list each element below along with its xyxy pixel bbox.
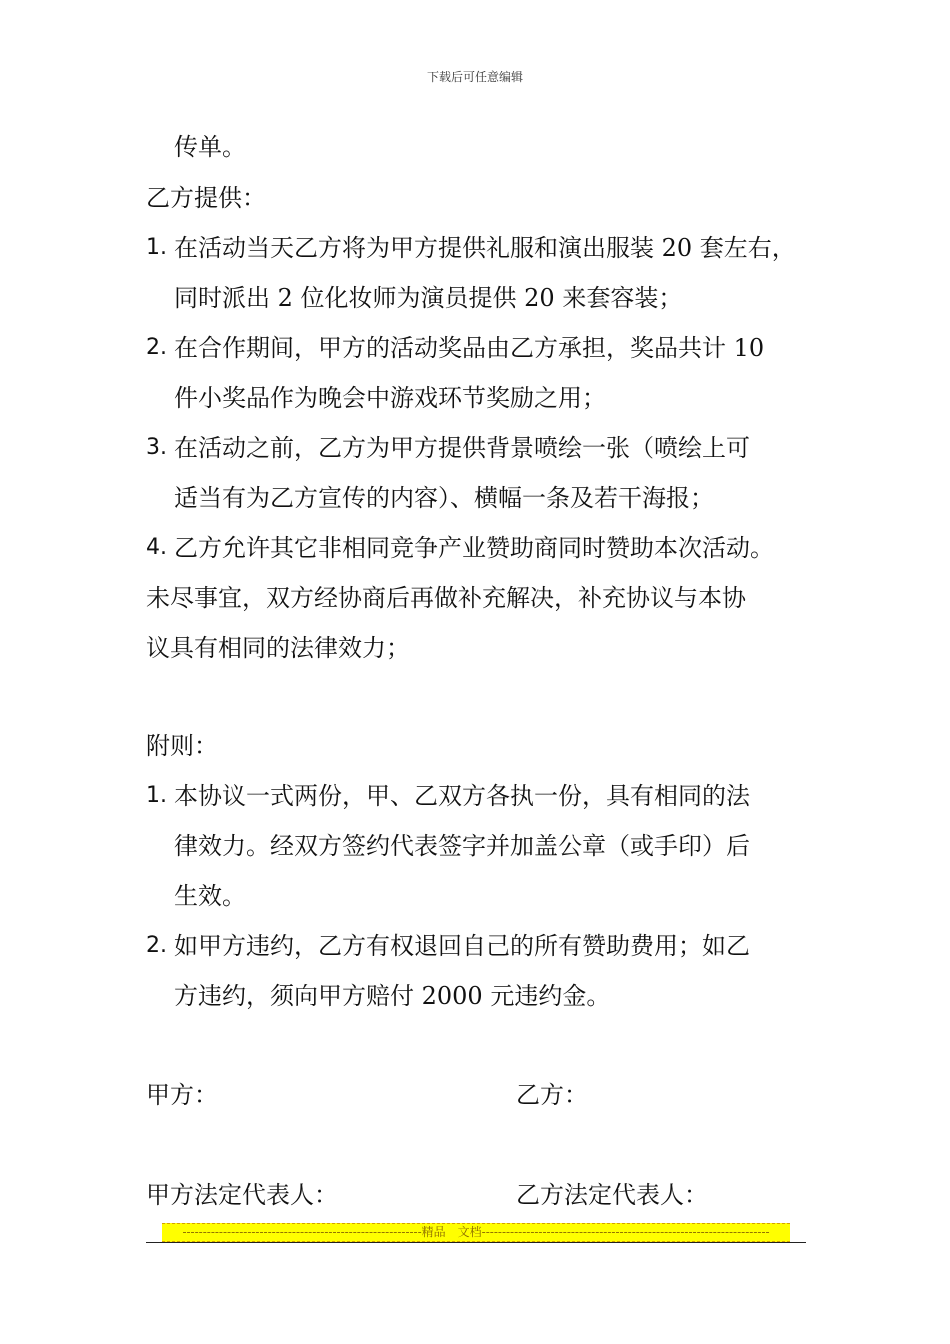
party-b-rep-label: 乙方法定代表人： (516, 1181, 708, 1209)
party-a-signature-label: 甲方： (146, 1081, 218, 1109)
list-item-line: 在合作期间，甲方的活动奖品由乙方承担，奖品共计 10 (174, 334, 765, 362)
item-number: 1. (146, 783, 167, 808)
list-item-line: 律效力。经双方签约代表签字并加盖公章（或手印）后 (174, 832, 750, 860)
list-item-line: 在活动之前，乙方为甲方提供背景喷绘一张（喷绘上可 (174, 434, 750, 462)
footer-divider (146, 1242, 806, 1243)
party-a-rep-label: 甲方法定代表人： (146, 1181, 338, 1209)
list-item-line: 如甲方违约，乙方有权退回自己的所有赞助费用；如乙 (174, 932, 750, 960)
appendix-heading: 附则： (146, 732, 218, 760)
item-number: 2. (146, 933, 167, 958)
item-number: 1. (146, 235, 167, 260)
item-number: 2. (146, 335, 167, 360)
item-number: 3. (146, 435, 167, 460)
list-item-line: 件小奖品作为晚会中游戏环节奖励之用； (174, 384, 606, 412)
item-number: 4. (146, 535, 167, 560)
paragraph-line: 议具有相同的法律效力； (146, 634, 410, 662)
footer-banner: -----------------------------------------------------------精品 文档----------------------------------------------------------------------- (162, 1223, 790, 1242)
party-b-signature-label: 乙方： (516, 1081, 588, 1109)
list-item-line: 方违约，须向甲方赔付 2000 元违约金。 (174, 982, 611, 1010)
list-item-line: 适当有为乙方宣传的内容）、横幅一条及若干海报； (174, 484, 714, 512)
page-header: 下载后可任意编辑 (426, 70, 523, 84)
list-item-line: 在活动当天乙方将为甲方提供礼服和演出服装 20 套左右， (174, 234, 796, 262)
party-b-heading: 乙方提供： (146, 184, 266, 212)
continuation-text: 传单。 (174, 133, 246, 161)
list-item-line: 本协议一式两份，甲、乙双方各执一份，具有相同的法 (174, 782, 750, 810)
paragraph-line: 未尽事宜，双方经协商后再做补充解决，补充协议与本协 (146, 584, 746, 612)
list-item-line: 生效。 (174, 882, 246, 910)
list-item-line: 同时派出 2 位化妆师为演员提供 20 来套容装； (174, 284, 683, 312)
list-item-line: 乙方允许其它非相同竞争产业赞助商同时赞助本次活动。 (174, 534, 774, 562)
